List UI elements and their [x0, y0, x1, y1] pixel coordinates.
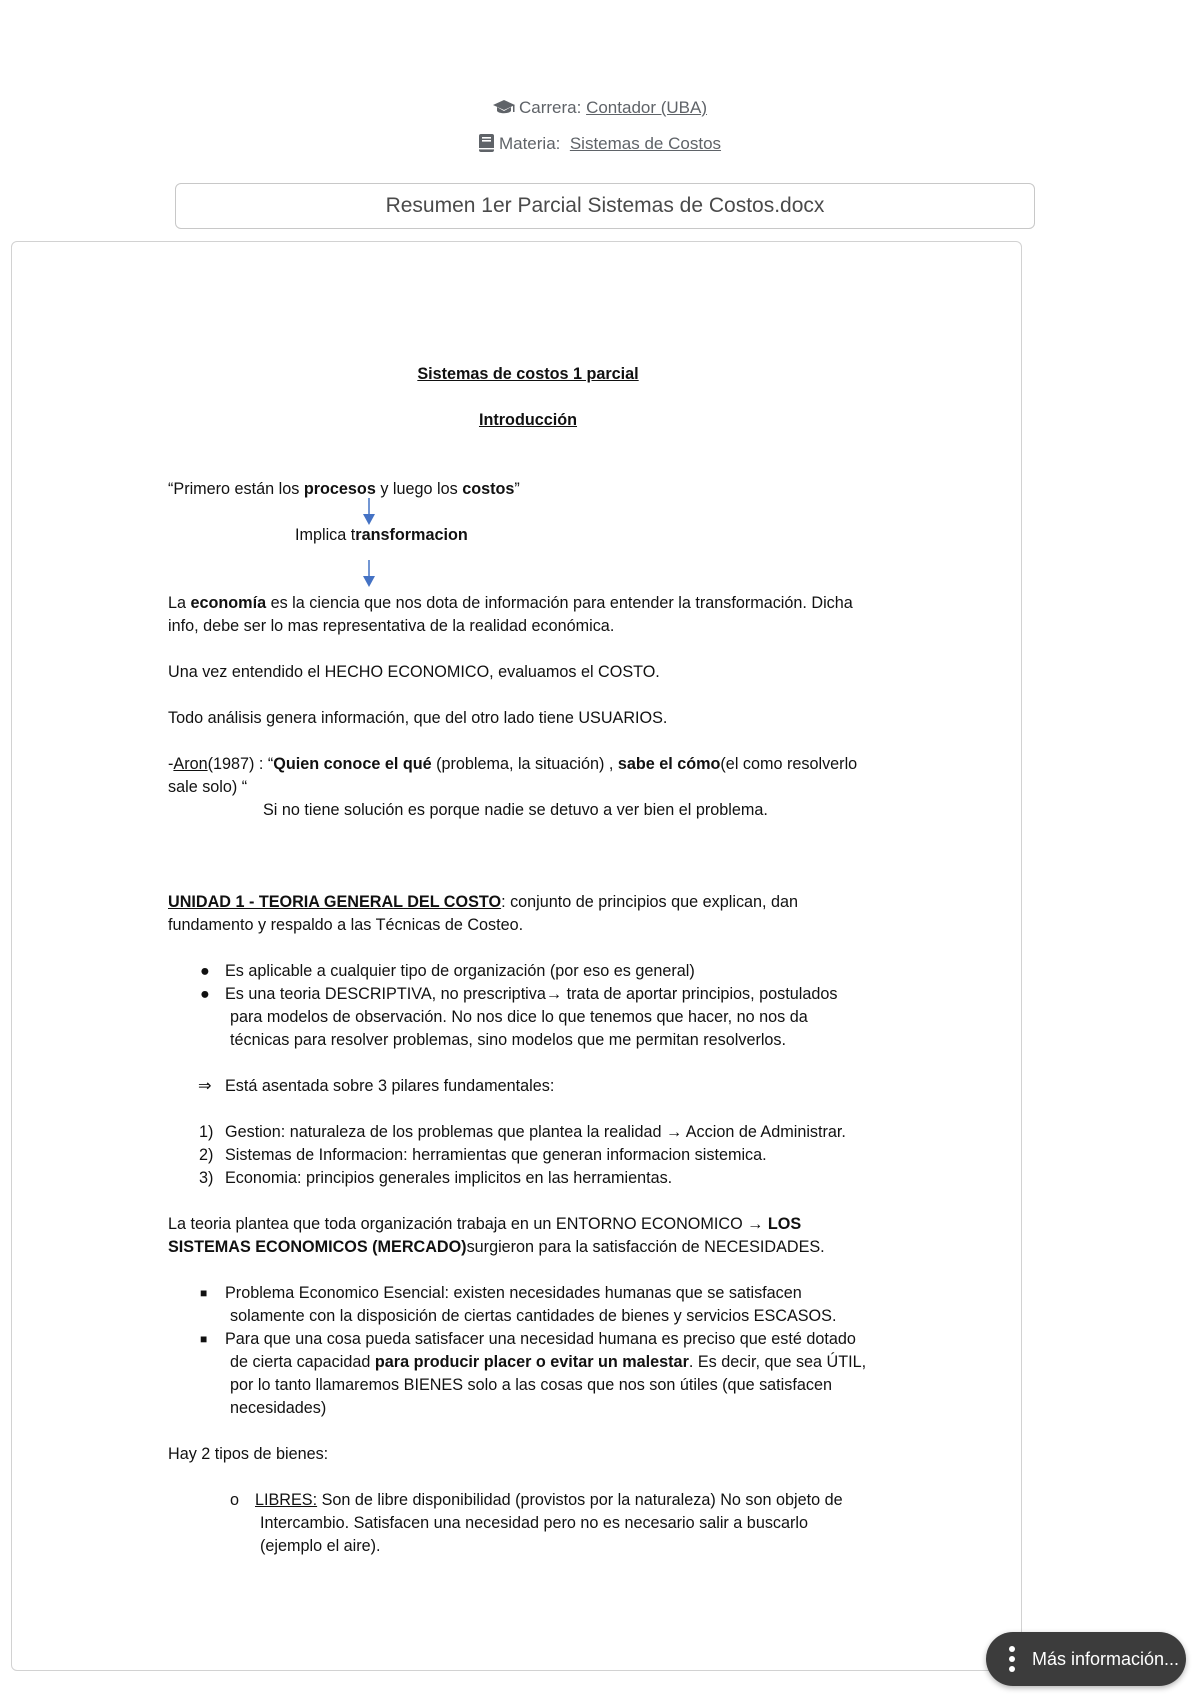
tipos-bienes: Hay 2 tipos de bienes: — [168, 1445, 329, 1463]
graduation-cap-icon — [493, 100, 515, 121]
arrow-right-icon: → — [545, 985, 563, 1003]
bullet-dot: ● — [200, 962, 210, 980]
bullet-2: Es una teoria DESCRIPTIVA, no prescriptiva→ trata de aportar principios, postulados — [225, 985, 838, 1003]
square-bullet: ■ — [200, 1286, 208, 1300]
document-title: Sistemas de costos 1 parcial — [417, 365, 639, 383]
pilares-line: Está asentada sobre 3 pilares fundamentales: — [225, 1077, 555, 1095]
libres-line3: (ejemplo el aire). — [260, 1537, 381, 1555]
more-vertical-icon — [992, 1646, 1032, 1672]
more-info-button[interactable] — [986, 1632, 1186, 1686]
paragraph-hecho: Una vez entendido el HECHO ECONOMICO, evaluamos el COSTO. — [168, 663, 660, 681]
quote-line: “Primero están los procesos y luego los costos” — [168, 480, 520, 498]
unidad-line2: fundamento y respaldo a las Técnicas de Costeo. — [168, 916, 524, 934]
document-subtitle: Introducción — [478, 411, 578, 429]
file-title: Resumen 1er Parcial Sistemas de Costos.docx — [175, 183, 1035, 229]
libres-line2: Intercambio. Satisfacen una necesidad pero no es necesario salir a buscarlo — [260, 1514, 808, 1532]
pilar-2: Sistemas de Informacion: herramientas que generan informacion sistemica. — [225, 1146, 767, 1164]
circle-bullet: o — [230, 1491, 240, 1509]
document-viewer[interactable] — [11, 241, 1022, 1671]
list-number: 1) — [199, 1123, 214, 1141]
square-item-1-line2: solamente con la disposición de ciertas cantidades de bienes y servicios ESCASOS. — [230, 1307, 837, 1325]
libres-item: LIBRES: Son de libre disponibilidad (provistos por la naturaleza) No son objeto de — [255, 1491, 843, 1509]
arrow-down-icon — [361, 560, 377, 588]
teoria-line: La teoria plantea que toda organización trabaja en un ENTORNO ECONOMICO → LOS — [168, 1215, 802, 1233]
carrera-label: Carrera: — [518, 98, 582, 117]
materia-row — [0, 134, 1200, 157]
square-bullet: ■ — [200, 1332, 208, 1346]
square-item-1: Problema Economico Esencial: existen necesidades humanas que se satisfacen — [225, 1284, 802, 1302]
square-item-2-line4: necesidades) — [230, 1399, 327, 1417]
aron-note: Si no tiene solución es porque nadie se detuvo a ver bien el problema. — [263, 801, 768, 819]
aron-quote-line2: sale solo) “ — [168, 778, 248, 796]
book-icon — [479, 134, 495, 157]
list-number: 3) — [199, 1169, 214, 1187]
more-info-label: Más información... — [1032, 1648, 1180, 1669]
unidad-heading: UNIDAD 1 - TEORIA GENERAL DEL COSTO: conjunto de principios que explican, dan — [168, 893, 799, 911]
bullet-2-line2: para modelos de observación. No nos dice lo que tenemos que hacer, no nos da — [230, 1008, 808, 1026]
paragraph-economia: La economía es la ciencia que nos dota de información para entender la transformación. Dicha — [168, 594, 853, 612]
arrow-right-icon: → — [665, 1123, 683, 1141]
double-arrow-icon: ⇒ — [198, 1077, 212, 1095]
carrera-row — [0, 98, 1200, 121]
pilar-3: Economia: principios generales implicitos en las herramientas. — [225, 1169, 673, 1187]
bullet-1: Es aplicable a cualquier tipo de organización (por eso es general) — [225, 962, 695, 980]
square-item-2-line2: de cierta capacidad para producir placer o evitar un malestar. Es decir, que sea ÚTIL, — [230, 1353, 867, 1371]
implica-line: Implica transformacion — [295, 526, 468, 544]
bullet-2-line3: técnicas para resolver problemas, sino modelos que me permitan resolverlos. — [230, 1031, 787, 1049]
pilar-1: Gestion: naturaleza de los problemas que plantea la realidad → Accion de Administrar. — [225, 1123, 846, 1141]
list-number: 2) — [199, 1146, 214, 1164]
carrera-link[interactable]: Contador (UBA) — [586, 98, 708, 117]
bullet-dot: ● — [200, 985, 210, 1003]
arrow-right-icon: → — [747, 1215, 764, 1233]
aron-quote: -Aron(1987) : “Quien conoce el qué (problema, la situación) , sabe el cómo(el como resolverlo — [168, 755, 858, 773]
square-item-2-line3: por lo tanto llamaremos BIENES solo a las cosas que nos son útiles (que satisfacen — [230, 1376, 832, 1394]
materia-label: Materia: — [498, 134, 561, 153]
teoria-line2: SISTEMAS ECONOMICOS (MERCADO)surgieron para la satisfacción de NECESIDADES. — [168, 1238, 825, 1256]
paragraph-usuarios: Todo análisis genera información, que del otro lado tiene USUARIOS. — [168, 709, 668, 727]
materia-link[interactable]: Sistemas de Costos — [569, 134, 722, 153]
square-item-2: Para que una cosa pueda satisfacer una necesidad humana es preciso que esté dotado — [225, 1330, 856, 1348]
paragraph-economia-line2: info, debe ser lo mas representativa de la realidad económica. — [168, 617, 615, 635]
arrow-down-icon — [361, 498, 377, 526]
